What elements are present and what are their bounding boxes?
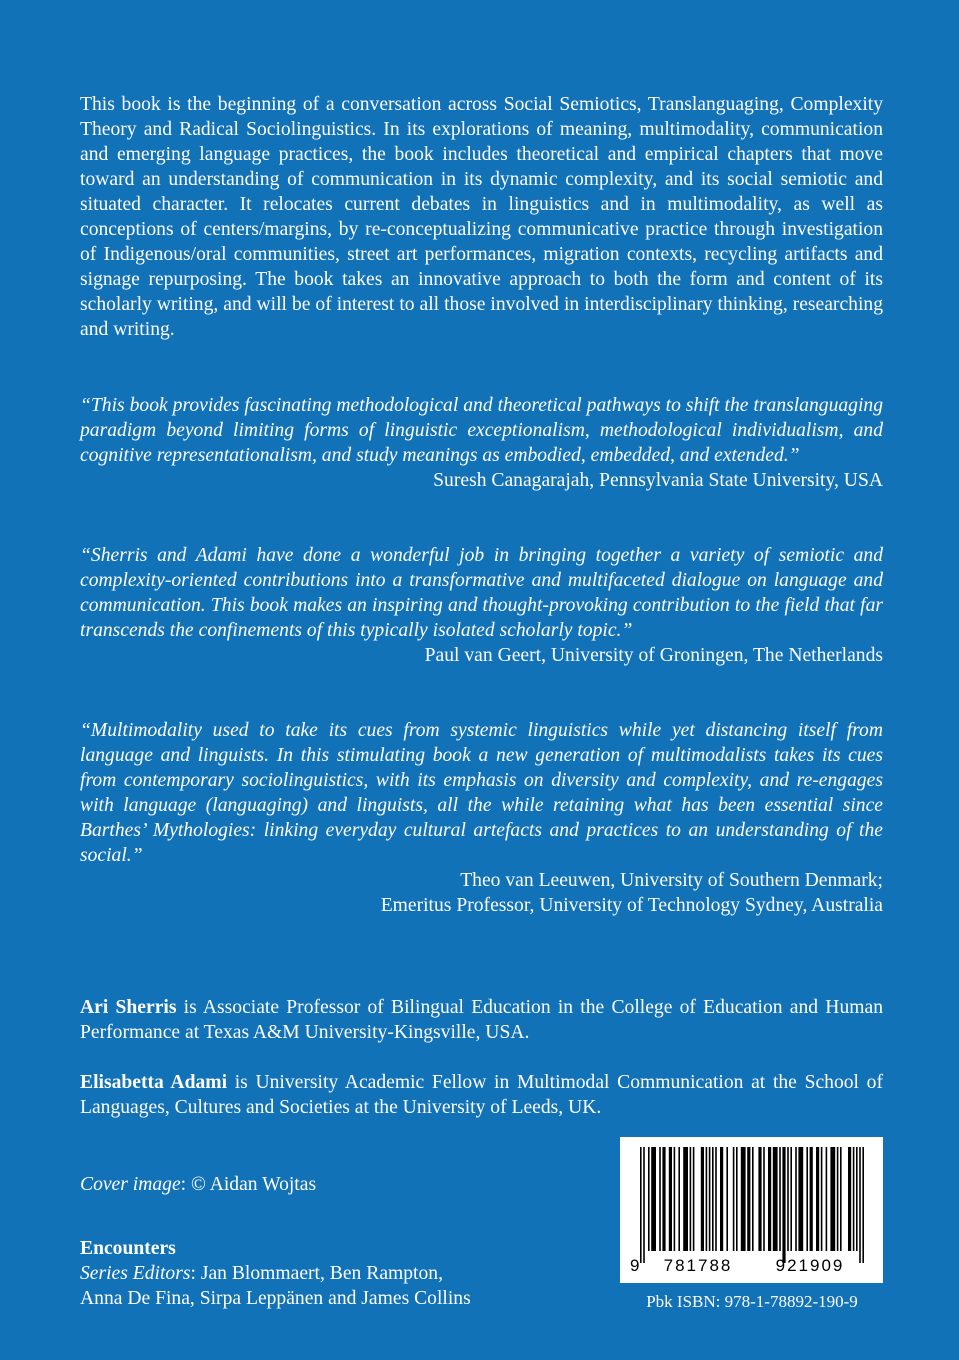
barcode-digits-right: 921909 bbox=[775, 1256, 845, 1275]
barcode-bar bbox=[726, 1147, 728, 1251]
cover-credit-value: : © Aidan Wojtas bbox=[180, 1174, 317, 1195]
barcode-bar bbox=[640, 1147, 642, 1263]
barcode-bar bbox=[741, 1147, 746, 1251]
barcode-bar bbox=[848, 1147, 851, 1251]
barcode-bar bbox=[821, 1147, 823, 1251]
endorsement-attribution-line1: Theo van Leeuwen, University of Southern Denmark; bbox=[460, 870, 883, 891]
endorsement-text: “Sherris and Adami have done a wonderful job in bringing together a variety of semiotic and complexity-oriented contributions into a transformative and multifaceted dialogue on language and communication. This book makes an inspiring and thought-provoking contribution to the field that far transcends the confinements of this typically isolated scholarly topic.” bbox=[80, 545, 883, 641]
book-description: This book is the beginning of a conversation across Social Semiotics, Translanguaging, Complexity Theory and Radical Sociolinguistics. In its explorations of meaning, multimodality, communication and emerging language practices, the book includes theoretical and empirical chapters that move toward an understanding of communication in its dynamic complexity, and its social semiotic and situated character. It relocates current debates in linguistics and in multimodality, as well as conceptions of centers/margins, by re-conceptualizing communicative practice through investigation of Indigenous/oral communities, street art performances, migration contexts, recycling artifacts and signage repurposing. The book takes an innovative approach to both the form and content of its scholarly writing, and will be of interest to all those involved in interdisciplinary thinking, researching and writing. bbox=[80, 94, 883, 340]
barcode-bar bbox=[690, 1147, 692, 1251]
barcode-bar bbox=[674, 1147, 676, 1251]
isbn-label: Pbk ISBN: 978-1-78892-190-9 bbox=[646, 1292, 858, 1311]
endorsement-text: “Multimodality used to take its cues from systemic linguistics while yet distancing itself from language and linguists. In this stimulating book a new generation of multimodalists takes its cues from contemporary sociolinguistics, with its emphasis on diversity and complexity, and re-engages with language (languaging) and linguists, all the while retaining what has been essential since Barthes’ Mythologies: linking everyday cultural artefacts and practices to an understanding of the social.” bbox=[80, 720, 883, 866]
endorsement-text: “This book provides fascinating methodological and theoretical pathways to shift the translanguaging paradigm beyond limiting forms of linguistic exceptionalism, methodological individualism, and cognitive representationalism, and study meanings as embodied, embedded, and extended.” bbox=[80, 395, 883, 466]
author-bio-adami bbox=[80, 1070, 883, 1120]
barcode-bar bbox=[678, 1147, 680, 1251]
barcode-bar bbox=[693, 1147, 695, 1251]
barcode-bar bbox=[758, 1147, 761, 1251]
endorsement-attribution: Suresh Canagarajah, Pennsylvania State University, USA bbox=[433, 470, 883, 491]
series-title: Encounters bbox=[80, 1238, 176, 1259]
barcode-bar bbox=[768, 1147, 771, 1251]
barcode-bar bbox=[798, 1147, 803, 1251]
barcode-bar bbox=[856, 1147, 858, 1251]
barcode-bar bbox=[862, 1147, 864, 1263]
barcode-bar bbox=[763, 1147, 765, 1251]
barcode-bar bbox=[859, 1147, 861, 1263]
series-editors-label: Series Editors bbox=[80, 1263, 191, 1284]
barcode-bar bbox=[787, 1147, 789, 1251]
barcode-bar bbox=[747, 1147, 750, 1251]
barcode-bar bbox=[733, 1147, 735, 1251]
barcode-bar bbox=[830, 1147, 835, 1251]
barcode-bar bbox=[701, 1147, 704, 1251]
barcode-bar bbox=[826, 1147, 828, 1251]
series-editors-line1: : Jan Blommaert, Ben Rampton, bbox=[190, 1263, 443, 1284]
barcode-bar bbox=[840, 1147, 842, 1251]
barcode-bar bbox=[853, 1147, 855, 1251]
barcode-bar bbox=[782, 1147, 785, 1263]
barcode-bar bbox=[806, 1147, 808, 1251]
author-name: Ari Sherris bbox=[80, 997, 177, 1018]
isbn-barcode bbox=[620, 1137, 883, 1283]
barcode-bar bbox=[709, 1147, 711, 1251]
barcode-digits-left: 781788 bbox=[663, 1256, 733, 1275]
barcode-bar bbox=[790, 1147, 792, 1251]
barcode-graphic bbox=[620, 1137, 883, 1283]
barcode-bar bbox=[736, 1147, 738, 1251]
barcode-bar bbox=[659, 1147, 661, 1251]
barcode-bar bbox=[816, 1147, 819, 1251]
endorsement-attribution-line2: Emeritus Professor, University of Technology Sydney, Australia bbox=[380, 895, 883, 916]
endorsement-van-geert bbox=[80, 543, 883, 668]
barcode-bar bbox=[720, 1147, 723, 1251]
endorsement-attribution: Paul van Geert, University of Groningen, The Netherlands bbox=[424, 645, 883, 666]
barcode-bar bbox=[779, 1147, 781, 1251]
barcode-bar bbox=[651, 1147, 656, 1251]
barcode-bar bbox=[648, 1147, 650, 1251]
endorsement-van-leeuwen bbox=[80, 718, 883, 918]
barcode-bar bbox=[643, 1147, 645, 1263]
author-name: Elisabetta Adami bbox=[80, 1072, 228, 1093]
author-bio-sherris bbox=[80, 995, 883, 1045]
barcode-bar bbox=[837, 1147, 839, 1251]
author-bio-text: is University Academic Fellow in Multimodal Communication at the School of Languages, Cultures and Societies at the University of Leeds, UK. bbox=[80, 1072, 883, 1118]
series-info bbox=[80, 1236, 600, 1311]
series-editors-line2: Anna De Fina, Sirpa Leppänen and James Collins bbox=[80, 1288, 471, 1309]
barcode-bar bbox=[712, 1147, 714, 1251]
barcode-digit-first: 9 bbox=[630, 1256, 640, 1275]
cover-image-credit bbox=[80, 1172, 316, 1197]
barcode-bar bbox=[662, 1147, 665, 1251]
endorsement-canagarajah bbox=[80, 393, 883, 493]
barcode-bar bbox=[706, 1147, 708, 1251]
barcode-bar bbox=[752, 1147, 754, 1251]
barcode-bar bbox=[669, 1147, 672, 1251]
cover-credit-label: Cover image bbox=[80, 1174, 181, 1195]
barcode-bar bbox=[683, 1147, 688, 1251]
barcode-bar bbox=[810, 1147, 813, 1251]
barcode-bar bbox=[795, 1147, 797, 1251]
barcode-bar bbox=[715, 1147, 717, 1251]
barcode-bars bbox=[640, 1147, 864, 1263]
author-bio-text: is Associate Professor of Bilingual Education in the College of Education and Human Performance at Texas A&M University-Kingsville, USA. bbox=[80, 997, 883, 1043]
barcode-bar bbox=[773, 1147, 778, 1251]
